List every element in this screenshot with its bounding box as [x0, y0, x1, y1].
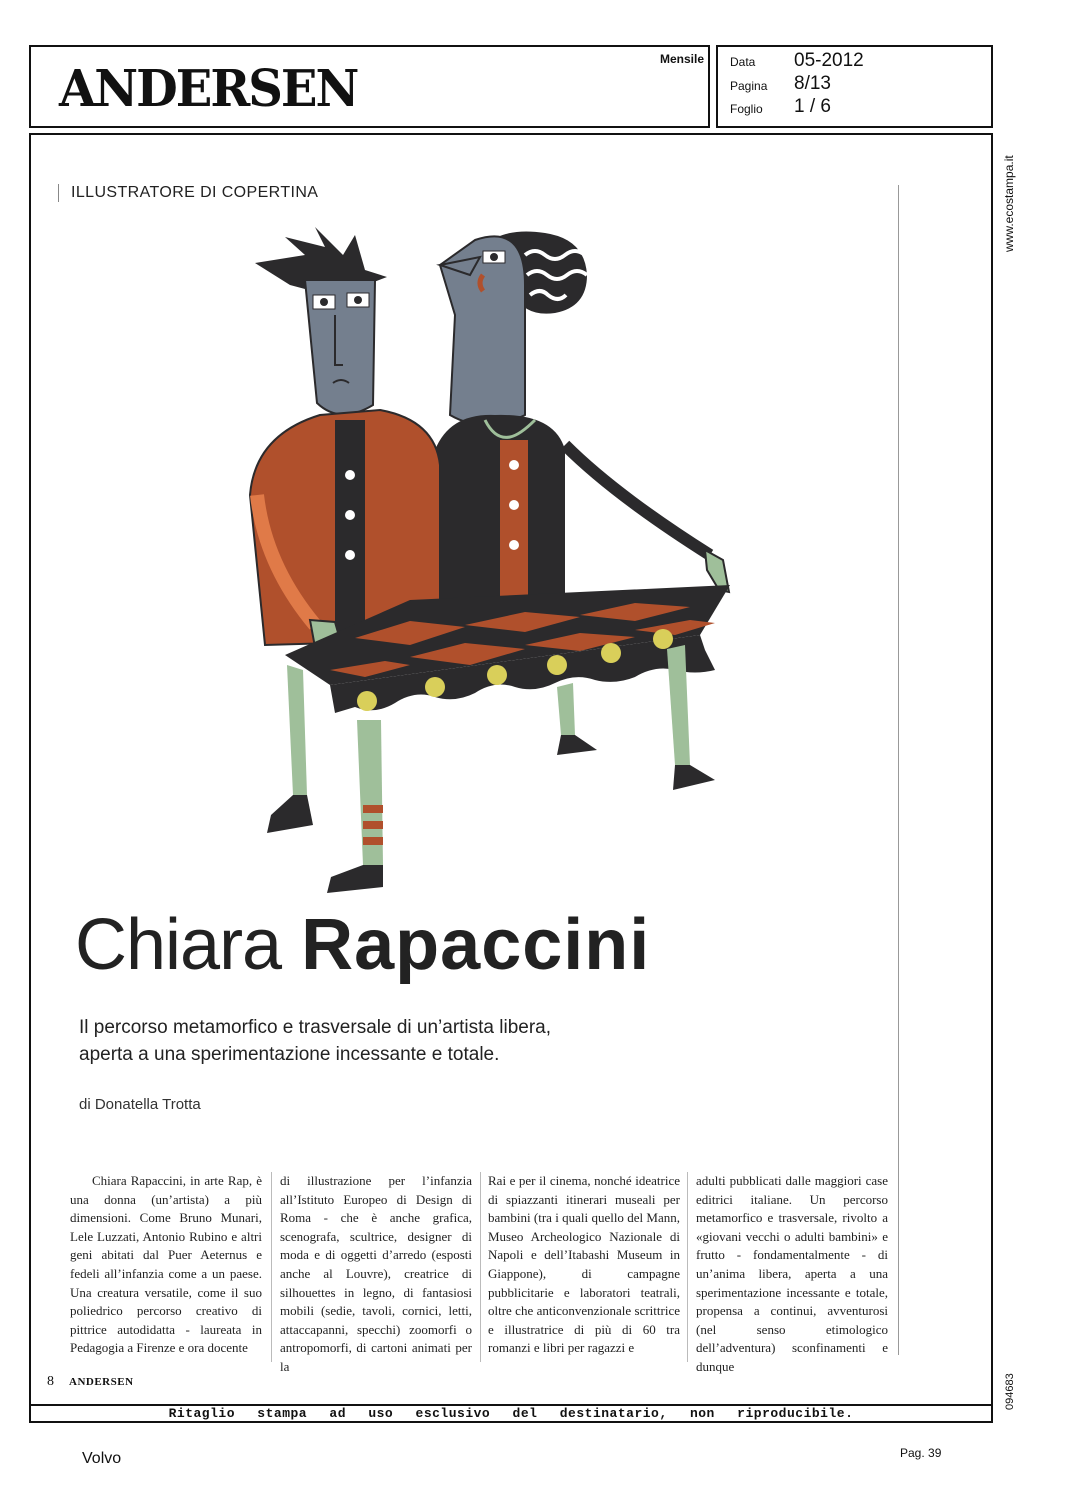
- meta-label-pagina: Pagina: [730, 79, 768, 93]
- masthead-logo: ANDERSEN: [59, 59, 358, 119]
- column-divider: [687, 1172, 688, 1362]
- meta-box: [716, 45, 993, 128]
- article-title: [75, 902, 650, 988]
- article-body: [70, 1172, 890, 1374]
- client-name: Volvo: [82, 1450, 122, 1467]
- meta-label-foglio: Foglio: [730, 102, 763, 116]
- bench-sculpture-artwork: [235, 225, 735, 900]
- page-edge-rule: [898, 185, 899, 1355]
- column-divider: [271, 1172, 272, 1362]
- side-code-text: 094683: [1004, 1373, 1016, 1410]
- column-divider: [480, 1172, 481, 1362]
- side-code: [1003, 1365, 1017, 1410]
- meta-value-foglio: 1 / 6: [794, 96, 831, 117]
- subtitle-line-1: Il percorso metamorfico e trasversale di un’artista libera,: [79, 1017, 552, 1038]
- clipping-disclaimer: Ritaglio stampa ad uso esclusivo del destinatario, non riproducibile.: [168, 1406, 854, 1421]
- meta-value-pagina: 8/13: [794, 73, 831, 94]
- masthead-box: [29, 45, 710, 128]
- body-column-1: Chiara Rapaccini, in arte Rap, è una donna (un’artista) a più dimensioni. Come Bruno Munari, Lele Luzzati, Antonio Rubino e altri geni abitati dal Puer Aeternus e fedeli all’infanzia come a un paese. Una creatura versatile, come il suo poliedrico percorso creativo di pittrice autodidatta - laureata in Pedagogia a Firenze e ora docente: [70, 1173, 262, 1356]
- body-column-4: adulti pubblicati dalle maggiori case editrici italiane. Un percorso metamorfico e trasversale, rivolto a «giovani vecchi o adulti bambini» e frutto - fondamentalmente - di un’anima libera, aperta a una sperimentazione incessante e totale, propensa a continui, avventurosi (nel senso etimologico dell’adventura) sconfinamenti e dunque: [696, 1173, 888, 1374]
- folio-magazine-name: ANDERSEN: [69, 1376, 134, 1388]
- body-column-3: Rai e per il cinema, nonché ideatrice di spiazzanti itinerari museali per bambini (tra i quali quello del Mann, Museo Archeologico Nazionale di Napoli e dell’Itabashi Museum in Giappone), di campagne pubblicitarie e laboratori teatrali, oltre che anticonvenzionale scrittrice e illustratrice di più di 60 tra romanzi e libri per ragazzi e: [488, 1173, 680, 1356]
- article-subtitle: [79, 1014, 719, 1068]
- folio-page-number: 8: [47, 1374, 54, 1389]
- article-title-last: Rapaccini: [301, 905, 651, 985]
- meta-label-data: Data: [730, 55, 756, 69]
- side-website: [1003, 152, 1017, 252]
- periodicity-label: Mensile: [659, 52, 704, 66]
- article-byline: di Donatella Trotta: [79, 1096, 201, 1113]
- meta-value-data: 05-2012: [794, 50, 864, 71]
- section-label: ILLUSTRATORE DI COPERTINA: [58, 184, 318, 202]
- article-title-first: Chiara: [75, 905, 282, 985]
- body-column-2: di illustrazione per l’infanzia all’Istituto Europeo di Design di Roma - che è anche grafica, scenografa, scultrice, designer di moda e di oggetti d’arredo (esposti anche al Louvre), creatrice di silhouettes in legno, di fantasiosi mobili (sedie, tavoli, cornici, letti, attaccapanni, specchi) zoomorfi o antropomorfi, di cartoni animati per la: [280, 1173, 472, 1374]
- document-page-label: Pag. 39: [900, 1446, 942, 1460]
- subtitle-line-2: aperta a una sperimentazione incessante e totale.: [79, 1044, 500, 1065]
- side-website-text: www.ecostampa.it: [1002, 155, 1016, 252]
